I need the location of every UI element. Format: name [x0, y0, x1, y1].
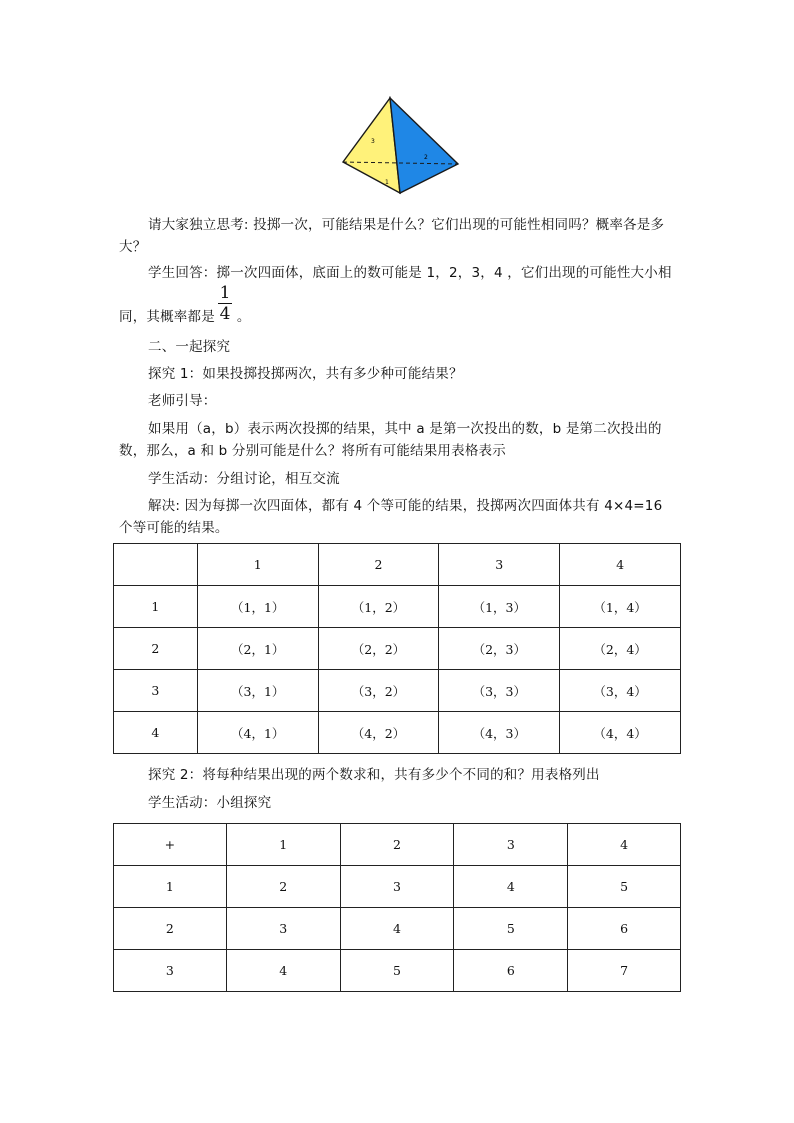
outcomes-table-row	[114, 628, 681, 670]
sums-table-cell: 4	[226, 950, 340, 992]
sums-table-row	[114, 866, 681, 908]
sums-table-cell: 4	[454, 866, 568, 908]
face-label-1: 1	[385, 179, 389, 186]
outcomes-table-cell: （3，2）	[318, 670, 439, 712]
sums-table-cell: 3	[340, 866, 454, 908]
sums-table-cell: 4	[568, 824, 681, 866]
outcomes-table-cell: 3	[439, 544, 560, 586]
outcomes-table-cell: （2，1）	[197, 628, 318, 670]
sums-table-cell: 1	[226, 824, 340, 866]
sums-table-cell: 7	[568, 950, 681, 992]
outcomes-table-cell: 4	[560, 544, 681, 586]
outcomes-table-cell: 2	[114, 628, 198, 670]
paragraph-think: 请大家独立思考: 投掷一次，可能结果是什么？它们出现的可能性相同吗？概率各是多大？	[119, 217, 665, 255]
outcomes-table-cell: 2	[318, 544, 439, 586]
face-label-3: 3	[371, 138, 375, 145]
paragraph-answer-line1: 学生回答：掷一次四面体，底面上的数可能是 1，2，3，4 ，它们出现的可能性大小相	[148, 265, 672, 281]
outcomes-table-cell: （1，2）	[318, 586, 439, 628]
paragraph-definition: 如果用（a，b）表示两次投掷的结果，其中 a 是第一次投出的数，b 是第二次投出的数，那么，a 和 b 分别可能是什么？将所有可能结果用表格表示	[119, 421, 662, 459]
sums-table-cell: 2	[114, 908, 227, 950]
paragraph-group-activity: 学生活动：小组探究	[148, 795, 272, 811]
sums-table-row	[114, 908, 681, 950]
outcomes-table-cell: （3，3）	[439, 670, 560, 712]
sums-table-cell: 2	[340, 824, 454, 866]
sums-table-cell: 5	[454, 908, 568, 950]
sums-table-cell: 5	[568, 866, 681, 908]
sums-table-cell: 1	[114, 866, 227, 908]
sums-table-cell: 3	[114, 950, 227, 992]
outcomes-table-cell: （1，3）	[439, 586, 560, 628]
paragraph-solution: 解决: 因为每掷一次四面体，都有 4 个等可能的结果，投掷两次四面体共有 4×4=16 个等可能的结果。	[119, 498, 663, 536]
sums-table-cell: 6	[454, 950, 568, 992]
sums-table-cell: 6	[568, 908, 681, 950]
outcomes-table-row	[114, 712, 681, 754]
tetrahedron-figure	[338, 96, 462, 198]
fraction-denominator: 4	[219, 304, 231, 324]
sums-table-row	[114, 950, 681, 992]
outcomes-table-cell: （4，1）	[197, 712, 318, 754]
outcomes-table-cell: 1	[114, 586, 198, 628]
sums-table-cell: +	[114, 824, 227, 866]
paragraph-answer-line2	[119, 306, 679, 328]
sums-table-row	[114, 824, 681, 866]
sums-table-cell: 3	[454, 824, 568, 866]
outcomes-table-cell: （3，4）	[560, 670, 681, 712]
tetrahedron-right-face	[390, 98, 458, 193]
sums-table-cell: 3	[226, 908, 340, 950]
outcomes-table-cell: （4，3）	[439, 712, 560, 754]
sums-table	[113, 823, 681, 992]
sums-table-cell: 2	[226, 866, 340, 908]
paragraph-explore2: 探究 2：将每种结果出现的两个数求和，共有多少个不同的和？用表格列出	[148, 767, 600, 783]
outcomes-table-cell: （2，4）	[560, 628, 681, 670]
outcomes-table-cell: （4，4）	[560, 712, 681, 754]
outcomes-table-cell: （1，4）	[560, 586, 681, 628]
outcomes-table-cell: 4	[114, 712, 198, 754]
paragraph-student-activity: 学生活动：分组讨论，相互交流	[148, 471, 340, 487]
probability-fraction	[218, 284, 232, 323]
section-heading: 二、一起探究	[148, 339, 231, 355]
outcomes-table-cell: （3，1）	[197, 670, 318, 712]
outcomes-table-cell	[114, 544, 198, 586]
outcomes-table-cell: （2，2）	[318, 628, 439, 670]
outcomes-table-cell: （2，3）	[439, 628, 560, 670]
outcomes-table-row	[114, 670, 681, 712]
outcomes-table-row	[114, 586, 681, 628]
outcomes-table-cell: 3	[114, 670, 198, 712]
paragraph-explore1: 探究 1：如果投掷投掷两次，共有多少种可能结果？	[148, 366, 463, 382]
outcomes-table	[113, 543, 681, 754]
outcomes-table-cell: （4，2）	[318, 712, 439, 754]
outcomes-table-cell: （1，1）	[197, 586, 318, 628]
fraction-numerator: 1	[219, 283, 231, 303]
sums-table-cell: 4	[340, 908, 454, 950]
sums-table-cell: 5	[340, 950, 454, 992]
face-label-2: 2	[424, 154, 428, 161]
outcomes-table-row	[114, 544, 681, 586]
outcomes-table-cell: 1	[197, 544, 318, 586]
answer-prefix: 同，其概率都是	[119, 309, 215, 325]
answer-suffix: 。	[236, 309, 251, 325]
paragraph-teacher: 老师引导：	[148, 393, 217, 409]
